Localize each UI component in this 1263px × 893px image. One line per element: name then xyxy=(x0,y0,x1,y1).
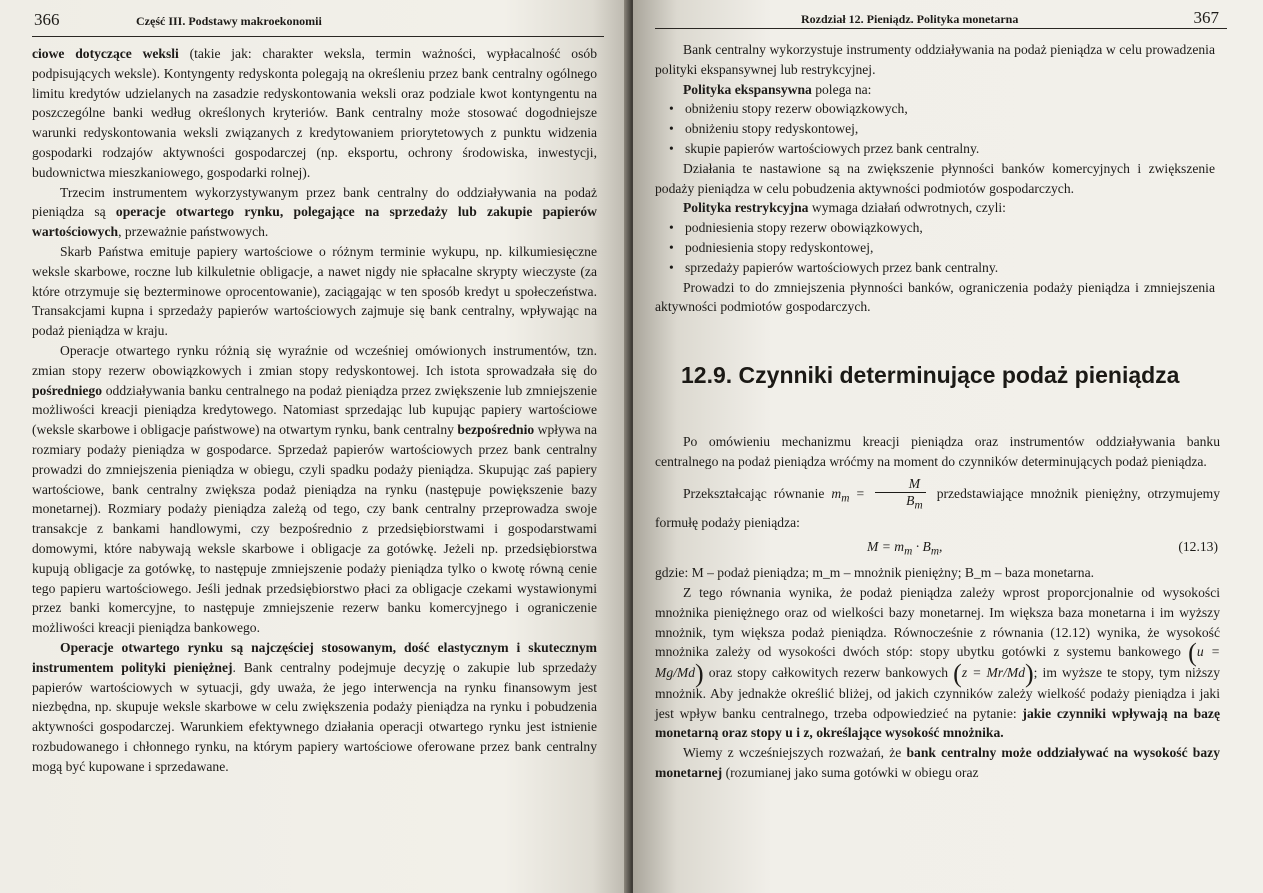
paragraph xyxy=(32,341,597,638)
paragraph-text: (takie jak: charakter weksla, termin ważności, wypłacalność osób podpisujących weksle). Kontyngenty redyskonta polegają na określeniu przez bank centralny ogólnego limitu kredytów udzielanych na zasadzie redyskontowania weksli oraz podziale kwot kontyngentu na poszczególne banki według określonych kryteriów. Bank centralny może stosować dogodniejsze warunki redyskontowania weksli związanych z kredytowaniem priorytetowych z punktu widzenia gospodarki rodzajów aktywności gospodarczej (np. eksportu, ochrony środowiska, inwestycji, budownictwa mieszkaniowego, gospodarki rolnej). xyxy=(32,46,597,180)
paragraph-text: Operacje otwartego rynku różnią się wyraźnie od wcześniej omówionych instrumentów, tzn. zmian stopy rezerw obowiązkowych i zmian stopy redyskontowej. Ich istota sprowadzała się do xyxy=(32,342,597,378)
paragraph-text: Trzecim instrumentem wykorzystywanym przez bank centralny do oddziaływania na podaż pieniądza są xyxy=(32,184,597,220)
header-rule xyxy=(32,36,604,37)
left-page xyxy=(0,0,630,893)
paragraph: Z tego równania wynika, że podaż pieniądza zależy wprost proporcjonalnie od wysokości mnożnika pieniężnego oraz od wielkości bazy monetarnej. Im większa baza monetarna i im wyższy mnożnik, tym większa podaż pieniądza. Równocześnie z równania (12.12) wynika, że wysokość mnożnika zależy od wysokości dwóch stóp: stopy ubytku gotówki z systemu bankowego (u = Mg/Md) oraz stopy całkowitych rezerw bankowych (z = Mr/Md); im wyższe te stopy, tym niższy mnożnik. Aby jednakże określić bliżej, od jakich czynników zależy wielkość podaży pieniądza i jaki jest wpływ banku centralnego, trzeba odpowiedzieć na pytanie: jakie czynniki wpływają na bazę monetarną oraz stopy u i z, określające wysokość mnożnika. xyxy=(655,584,1220,741)
paragraph-text: (rozumianej jako suma gotówki w obiegu oraz xyxy=(722,765,979,781)
paragraph-text: polega na: xyxy=(811,81,872,97)
paragraph-text: Wiemy z wcześniejszych rozważań, że xyxy=(683,745,907,761)
equation-variable: $m_m$ xyxy=(831,485,850,505)
left-body-text xyxy=(32,44,597,776)
bold-phrase: bezpośrednio xyxy=(457,422,535,438)
paragraph: Przekształcając równanie $m_m$ = $\frac{M}{B_m}$ przedstawiające mnożnik pieniężny, otrzymujemy formułę podaży pieniądza: xyxy=(655,475,1220,531)
bold-phrase: Polityka restrykcyjna xyxy=(683,200,809,216)
section-heading: 12.9. Czynniki determinujące podaż pieniądza xyxy=(681,362,1180,388)
equation-inline: u = Mg/Md xyxy=(655,644,1220,681)
policy-text xyxy=(655,40,1215,317)
paragraph xyxy=(32,638,597,777)
paragraph-text: Skarb Państwa emituje papiery wartościowe o różnym terminie wykupu, np. kilkumiesięczne weksle skarbowe, roczne lub kilkuletnie obligacje, a nawet nigdy nie spłacalne skrypty wieczyste (za które otrzymuje się bezterminowe oprocentowanie), zaciągając w ten sposób kredyt u społeczeństwa. Transakcjami kupna i sprzedaży papierów wartościowych zajmuje się bank centralny, wpływając na podaż pieniądza w kraju. xyxy=(32,243,597,339)
expansive-list xyxy=(655,99,1215,158)
paragraph-text: oraz stopy całkowitych rezerw bankowych xyxy=(708,665,949,681)
list-item: • podniesienia stopy redyskontowej, xyxy=(685,238,1215,258)
paragraph-text: oddziaływania banku centralnego na podaż pieniądza przez zwiększenie lub zmniejszenie możliwości kreacji pieniądza kredytowego. Natomiast sprzedając lub kupując papiery wartościowe (weksle skarbowe i obligacje państwowe) na otwartym rynku, bank centralny xyxy=(32,382,597,438)
page-number: 367 xyxy=(1193,8,1219,27)
paragraph-text: wymaga działań odwrotnych, czyli: xyxy=(808,200,1006,216)
bold-phrase: jakie czynniki wpływają na bazę monetarną oraz stopy u i z, określające wysokość mnożnika. xyxy=(655,705,1220,741)
bold-phrase: bank centralny może oddziaływać na wysokość bazy monetarnej xyxy=(655,745,1220,781)
list-item: • sprzedaży papierów wartościowych przez bank centralny. xyxy=(685,258,1215,278)
paragraph: gdzie: M – podaż pieniądza; m_m – mnożnik pieniężny; B_m – baza monetarna. xyxy=(655,565,1095,581)
running-head: Część III. Podstawy makroekonomii xyxy=(136,14,322,28)
list-item: • skupie papierów wartościowych przez bank centralny. xyxy=(685,139,1215,159)
equation-inline: z = Mr/Md xyxy=(961,665,1025,681)
paragraph-text: ; im wyższe te stopy, tym niższy mnożnik. Aby jednakże określić bliżej, od jakich czynników zależy wielkość podaży pieniądza i jaki jest wpływ banku centralnego, trzeba odpowiedzieć na pytanie: xyxy=(655,665,1220,721)
paragraph xyxy=(655,743,1220,783)
paragraph xyxy=(32,44,597,183)
paragraph xyxy=(32,242,597,341)
bold-phrase: Polityka ekspansywna xyxy=(683,81,812,97)
bold-phrase: Operacje otwartego rynku są najczęściej stosowanym, dość elastycznym i skutecznym instrumentem polityki pieniężnej xyxy=(32,639,597,675)
paragraph xyxy=(655,198,1215,218)
paragraph: Prowadzi to do zmniejszenia płynności banków, ograniczenia podaży pieniądza i zmniejszenia aktywności podmiotów gospodarczych. xyxy=(655,279,1215,315)
paragraph: Po omówieniu mechanizmu kreacji pieniądza oraz instrumentów oddziaływania banku centralnego na podaż pieniądza wróćmy na moment do czynników determinujących podaż pieniądza. xyxy=(655,434,1220,469)
running-head: Rozdział 12. Pieniądz. Polityka monetarna xyxy=(801,12,1019,26)
bold-phrase: ciowe dotyczące weksli xyxy=(32,46,179,61)
section-body-text xyxy=(655,432,1220,783)
paragraph-text: , przeważnie państwowych. xyxy=(118,224,269,240)
bold-phrase: operacje otwartego rynku, polegające na sprzedaży lub zakupie papierów wartościowych xyxy=(32,204,597,240)
page-number: 366 xyxy=(34,10,60,29)
right-page xyxy=(633,0,1263,893)
paragraph-text: przedstawiające mnożnik pieniężny, otrzymujemy formułę podaży pieniądza: xyxy=(655,485,1220,531)
paragraph-text: Z tego równania wynika, że podaż pieniądza zależy wprost proporcjonalnie od wysokości mnożnika pieniężnego oraz od wielkości bazy monetarnej. Im większa baza monetarna i im wyższy mnożnik, tym większa podaż pieniądza. Równocześnie z równania (12.12) wynika, że wysokość mnożnika zależy od wysokości dwóch stóp: stopy ubytku gotówki z systemu bankowego xyxy=(655,584,1220,660)
paragraph: Bank centralny wykorzystuje instrumenty oddziaływania na podaż pieniądza w celu prowadzenia polityki ekspansywnej lub restrykcyjnej. xyxy=(655,42,1215,77)
display-equation: $M = m_m \cdot B_m$, (12.13) xyxy=(867,539,1218,558)
paragraph: Działania te nastawione są na zwiększenie płynności banków komercyjnych i zwiększenie podaży pieniądza w celu pobudzenia aktywności podmiotów gospodarczych. xyxy=(655,160,1215,196)
equation-number: (12.13) xyxy=(1178,539,1218,555)
paragraph-text: Przekształcając równanie xyxy=(683,485,825,501)
header-rule xyxy=(655,28,1227,29)
list-item: • podniesienia stopy rezerw obowiązkowych, xyxy=(685,218,1215,238)
list-item: • obniżeniu stopy redyskontowej, xyxy=(685,119,1215,139)
restrictive-list xyxy=(655,218,1215,277)
paragraph xyxy=(655,80,1215,100)
list-item: • obniżeniu stopy rezerw obowiązkowych, xyxy=(685,99,1215,119)
fraction: $\frac{M}{B_m}$ xyxy=(875,476,926,514)
paragraph-text: . Bank centralny podejmuje decyzję o zakupie lub sprzedaży papierów wartościowych w sytuacji, gdy uważa, że jego interwencja na rynku finansowym jest niezbędna, np. skupuje weksle skarbowe w celu zwiększenia podaży pieniądza na rynku i pobudzenia aktywności gospodarczej. Warunkiem efektywnego działania operacji otwartego rynku jest istnienie rozbudowanego i chłonnego rynku, na którym papiery wartościowe oferowane przez bank centralny mogą być kupowane i sprzedawane. xyxy=(32,659,597,774)
bold-phrase: pośredniego xyxy=(32,382,102,398)
paragraph-text: wpływa na rozmiary podaży pieniądza w gospodarce. Sprzedaż papierów wartościowych przez bank centralny prowadzi do zmniejszenia pieniądza w obiegu, czyli spadku podaży pieniądza. Skupując zaś papiery wartościowe, bank centralny zwiększa podaż pieniądza na rynku (następuje powiększenie bazy monetarnej). Rozmiary podaży pieniądza zależą od tego, czy bank centralny przeprowadza swoje transakcje z bankami handlowymi, czy bezpośrednio z przedsiębiorstwami i gospodarstwami domowymi, które nabywają weksle skarbowe i obligacje za gotówkę. Jeżeli np. przedsiębiorstwa kupują obligacje za gotówkę, to następuje zmniejszenie podaży pieniądza tylko o kwotę równą cenie tego papieru wartościowego. Jeśli jednak przedsiębiorstwo płaci za obligacje czekami wystawionymi przez banki komercyjne, to następuje zmniejszenie rezerw banku komercyjnego i ograniczenie możliwości kreacji pieniądza bankowego. xyxy=(32,422,597,636)
paragraph xyxy=(32,183,597,242)
